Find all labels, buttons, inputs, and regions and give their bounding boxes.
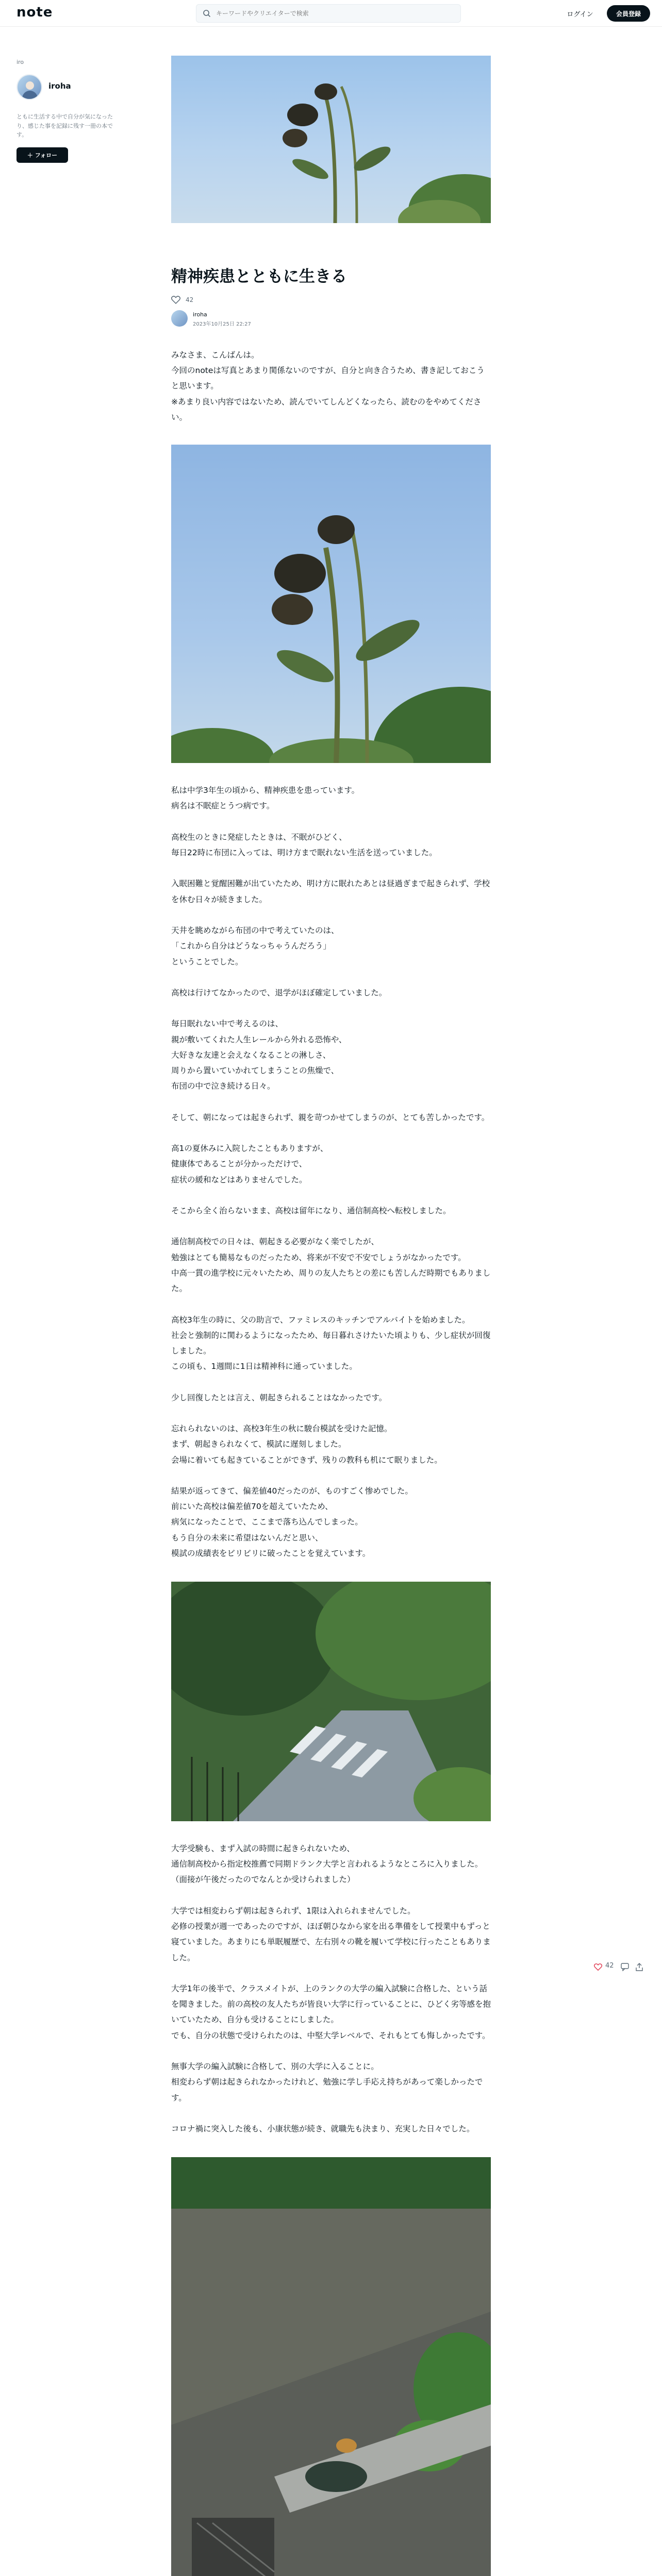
sunflower-photo-2 bbox=[171, 445, 491, 763]
comment-icon[interactable] bbox=[621, 1963, 629, 1971]
publish-date: 2023年10月25日 22:27 bbox=[193, 321, 251, 327]
heart-icon[interactable] bbox=[171, 296, 180, 304]
paragraph-history: 私は中学3年生の頃から、精神疾患を患っています。 病名は不眠症とうつ病です。 高校生のときに発症したときは、不眠がひどく、 毎日22時に布団に入っては、明け方まで眠れない生活を送っていました。 入眠困難と覚醒困難が出ていたため、明け方に眠れたあとは昼過ぎまで起きられず、学校を休む日々が続きました。 天井を眺めながら布団の中で考えていたのは、 「これから自分はどうなっちゃうんだろう」 ということでした。 高校は行けてなかったので、退学がほぼ確定していました。 毎日眠れない中で考えるのは、 親が敷いてくれた人生レールから外れる恐怖や、 大好きな友達と会えなくなることの淋しさ、 周りから置いていかれてしまうことの焦燥で、 布団の中で泣き続ける日々。 そして、朝になっては起きられず、親を苛つかせてしまうのが、とても苦しかったです。 高1の夏休みに入院したこともありますが、 健康体であることが分かっただけで、 症状の緩和などはありませんでした。 そこから全く治らないまま、高校は留年になり、通信制高校へ転校しました。 通信制高校での日々は、朝起きる必要がなく楽でしたが、 勉強はとても簡易なものだったため、将来が不安で不安でしょうがなかったです。 中高一貫の進学校に元々いたため、周りの友人たちとの差にも苦しんだ時期でもありました。 高校3年生の時に、父の助言で、ファミレスのキッチンでアルバイトを始めました。 社会と強制的に関わるようになったため、毎日暮れさけたいた頃よりも、少し症状が回復しました。 この頃も、1週間に1日は精神科に通っていました。 少し回復したとは言え、朝起きられることはなかったです。 忘れられないのは、高校3年生の秋に駿台模試を受けた記憶。 まず、朝起きられなくて、模試に遅刻しました。 会場に着いても起きていることができず、残りの教科も机にて眠りました。 結果が返ってきて、偏差値40だったのが、ものすごく惨めでした。 前にいた高校は偏差値70を超えていたため、 病気になったことで、ここまで落ち込んでしまった。 もう自分の未来に希望はないんだと思い、 模試の成績表をビリビリに破ったことを覚えています。 bbox=[171, 786, 491, 1558]
signup-button[interactable]: 会員登録 bbox=[607, 5, 650, 22]
crosswalk-photo bbox=[171, 1582, 491, 1821]
action-like-count: 42 bbox=[605, 1962, 614, 1970]
author-name[interactable]: iroha bbox=[193, 311, 207, 318]
note-logo[interactable]: note bbox=[16, 5, 53, 20]
paragraph-university: 大学受験も、まず入試の時間に起きられないため、 通信制高校から指定校推薦で同期ドランク大学と言われるようなところに入りました。 （面接が午後だったのでなんとか受けられました） 大学では相変わらず朝は起きられず、1限は入れられませんでした。 必修の授業が週一であったのですが、ほぼ朝ひなから家を出る準備をして授業中もずっと寝ていました。あまりにも単眠履歴で、左右別々の靴を履いて学校に行ったこともありました。 大学1年の後半で、クラスメイトが、上のランクの大学の編入試験に合格した、という話を聞きました。前の高校の友人たちが皆良い大学に行っていることに、ひどく劣等感を抱いていたため、自分も受けることにしました。 でも、自分の状態で受けられたのは、中堅大学レベルで、それもとても悔しかったです。 無事大学の編入試験に合格して、別の大学に入ることに。 相変わらず朝は起きられなかったけれど、勉強に学し手応え持ちがあって楽しかったです。 コロナ禍に突入した後も、小康状態が続き、就職先も決まり、充実した日々でした。 bbox=[171, 1844, 491, 2133]
sunflower-illustration bbox=[171, 445, 491, 763]
follow-label: フォロー bbox=[35, 152, 58, 159]
login-button[interactable]: ログイン bbox=[559, 5, 601, 22]
article-actions bbox=[594, 1962, 651, 1974]
like-area bbox=[171, 296, 491, 304]
article-title: 精神疾患とともに生きる bbox=[171, 267, 347, 286]
street-photo bbox=[171, 2157, 491, 2576]
header-image bbox=[171, 56, 491, 223]
like-count: 42 bbox=[186, 296, 194, 303]
article bbox=[171, 56, 491, 2576]
share-icon[interactable] bbox=[635, 1963, 643, 1971]
crosswalk-illustration bbox=[171, 1582, 491, 1821]
author-info bbox=[171, 309, 491, 328]
user-plus-icon: ＋ bbox=[27, 152, 33, 159]
search-box[interactable] bbox=[196, 4, 461, 23]
street-illustration bbox=[171, 2157, 491, 2576]
profile-label: iro bbox=[16, 59, 24, 65]
site-header bbox=[0, 0, 662, 27]
search-input[interactable] bbox=[216, 5, 453, 22]
search-icon bbox=[203, 9, 211, 18]
sunflower-photo bbox=[171, 56, 491, 223]
creator-bio: ともに生活する中で自分が気になったり、感じた事を記録に残す一冊の本です。 bbox=[16, 113, 113, 139]
paragraph-intro: みなさま、こんばんは。 今回のnoteは写真とあまり関係ないのですが、自分と向き合うため、書き記しておこうと思います。 ※あまり良い内容ではないため、読んでいてしんどくなったら、読むのをやめてください。 bbox=[171, 350, 485, 422]
creator-sidebar bbox=[16, 59, 120, 159]
creator-name[interactable]: iroha bbox=[48, 81, 71, 91]
author-avatar[interactable] bbox=[171, 310, 188, 327]
heart-icon[interactable] bbox=[594, 1963, 602, 1971]
avatar[interactable] bbox=[16, 74, 42, 100]
follow-button[interactable] bbox=[16, 147, 68, 163]
